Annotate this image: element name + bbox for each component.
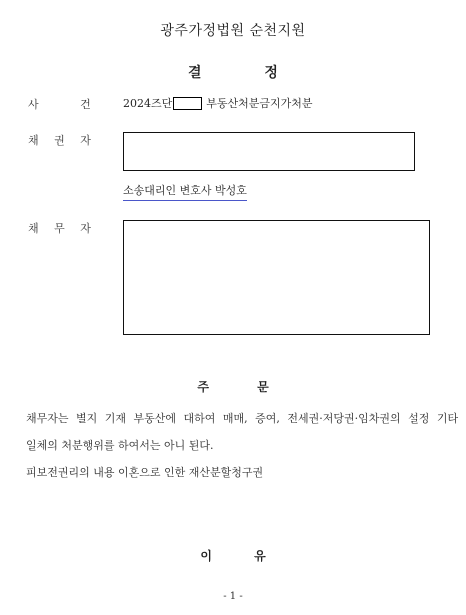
case-number: 2024즈단: [123, 97, 173, 110]
page-number: - 1 -: [223, 591, 243, 602]
order-text-line-2: 일체의 처분행위를 하여서는 아니 된다.: [26, 439, 214, 452]
order-heading: 주 문: [197, 380, 269, 394]
protected-right-line: 피보전권리의 내용 이혼으로 인한 재산분할청구권: [26, 466, 264, 479]
debtor-redacted-box: [123, 220, 430, 335]
order-text-line-1: 채무자는 별지 기재 부동산에 대하여 매매, 증여, 전세권·저당권·임차권의 설정 기타: [26, 412, 459, 425]
creditor-redacted-box: [123, 132, 415, 171]
creditor-label: 채 권 자: [28, 134, 91, 147]
court-name: 광주가정법원 순천지원: [160, 23, 306, 39]
document-title: 결 정: [188, 65, 278, 81]
case-label: 사 건: [28, 98, 91, 111]
case-line: [123, 95, 313, 111]
debtor-label: 채 무 자: [28, 222, 91, 235]
redacted-case-number-box: [173, 97, 202, 110]
reason-heading: 이 유: [200, 549, 266, 563]
legal-representative: 소송대리인 변호사 박성호: [123, 182, 247, 201]
case-name: 부동산처분금지가처분: [206, 97, 313, 110]
